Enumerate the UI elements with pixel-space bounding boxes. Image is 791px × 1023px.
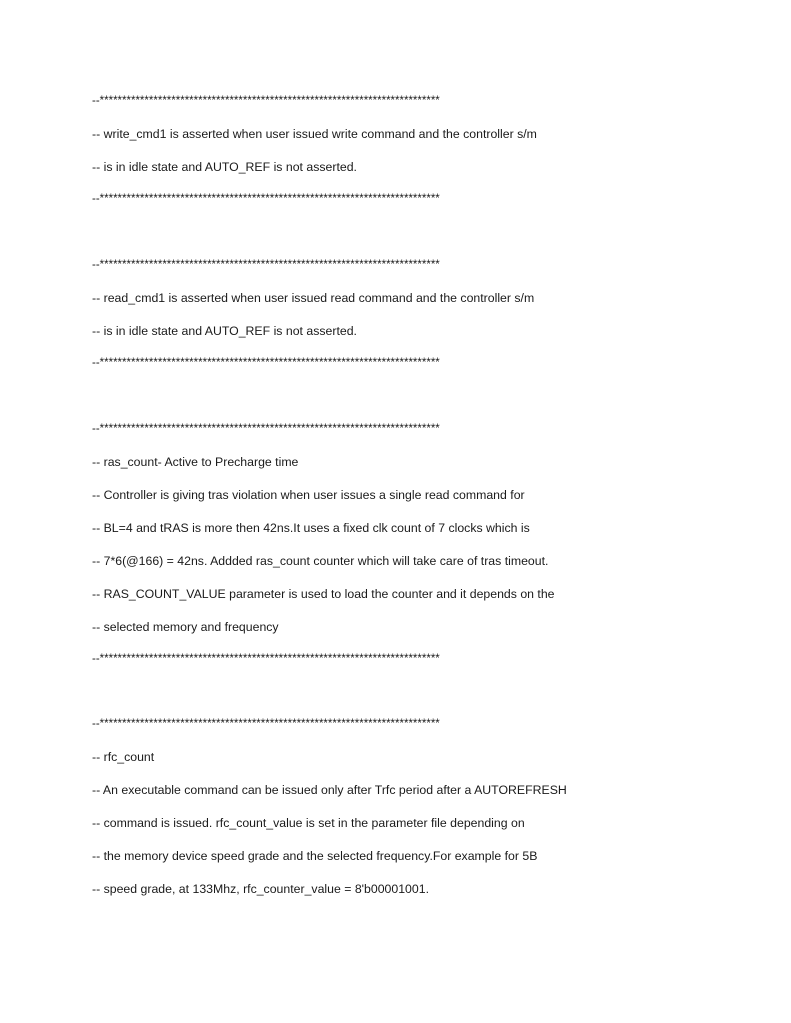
comment-block-write-cmd1: [92, 95, 692, 194]
comment-line: -- rfc_count: [92, 751, 155, 764]
comment-line: -- RAS_COUNT_VALUE parameter is used to load the counter and it depends on the: [92, 588, 555, 601]
comment-line: -- command is issued. rfc_count_value is set in the parameter file depending on: [92, 817, 525, 830]
comment-line: -- An executable command can be issued only after Trfc period after a AUTOREFRESH: [92, 784, 567, 797]
comment-block-rfc-count: [92, 718, 692, 916]
comment-line: -- is in idle state and AUTO_REF is not asserted.: [92, 325, 357, 338]
comment-border-top: --****************************************************************************: [92, 95, 440, 107]
comment-border-top: --****************************************************************************: [92, 259, 440, 271]
comment-line: -- the memory device speed grade and the selected frequency.For example for 5B: [92, 850, 538, 863]
comment-line: -- write_cmd1 is asserted when user issued write command and the controller s/m: [92, 128, 537, 141]
comment-line: -- is in idle state and AUTO_REF is not asserted.: [92, 161, 357, 174]
comment-line: -- BL=4 and tRAS is more then 42ns.It uses a fixed clk count of 7 clocks which is: [92, 522, 530, 535]
comment-line: -- read_cmd1 is asserted when user issued read command and the controller s/m: [92, 292, 535, 305]
comment-border-top: --****************************************************************************: [92, 423, 440, 435]
comment-border-bottom: --****************************************************************************: [92, 653, 440, 665]
comment-border-bottom: --****************************************************************************: [92, 193, 440, 205]
comment-block-ras-count: [92, 423, 692, 654]
comment-line: -- speed grade, at 133Mhz, rfc_counter_value = 8'b00001001.: [92, 883, 429, 896]
comment-border-bottom: --****************************************************************************: [92, 357, 440, 369]
comment-line: -- 7*6(@166) = 42ns. Addded ras_count counter which will take care of tras timeout.: [92, 555, 549, 568]
comment-border-top: --****************************************************************************: [92, 718, 440, 730]
comment-block-read-cmd1: [92, 259, 692, 358]
comment-line: -- ras_count- Active to Precharge time: [92, 456, 299, 469]
comment-line: -- Controller is giving tras violation when user issues a single read command for: [92, 489, 525, 502]
comment-line: -- selected memory and frequency: [92, 621, 279, 634]
